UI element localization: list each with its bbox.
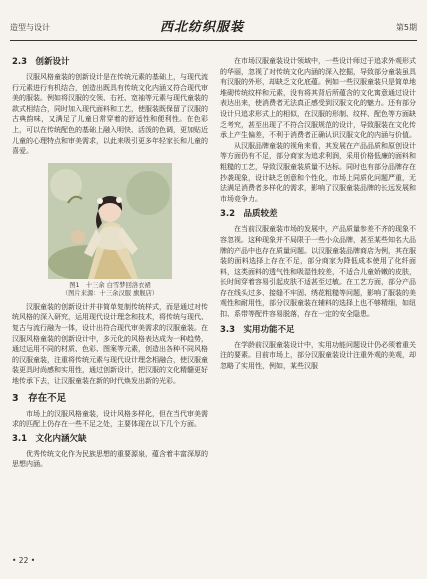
section-3-3-heading: 3.3 实用功能不足 [220,324,295,335]
paragraph: 在学龄前汉服童装设计中，实用功能问题设计仍必须着重关注的要素。目前市场上，部分汉服童装设计注重外观的美观，却忽略了实用性，例如，某些汉服 [220,340,416,370]
header-section-label: 造型与设计 [10,23,50,32]
left-column [12,56,208,470]
figure-caption: 图1 十三余 白雪梦回洛衣裙 [69,281,151,289]
issue-number: 第5期 [395,23,417,32]
paragraph: 优秀传统文化作为民族思想的重要源泉，蕴含着丰富深厚的思想内涵。 [12,449,208,469]
paragraph: 在当前汉服童装市场的发展中，产品质量参差不齐的现象不容忽视。这种现象并不局限于一些小众品牌，甚至某些知名大品牌的产品中也存在质量问题。以汉服童装品牌商店为例，其在服装的面料选择上存在不足，部分商家为降低成本使用了化纤面料，这类面料的透气性和吸湿性较差，不适合儿童娇嫩的皮肤，长时间穿着容易引起皮肤不适甚至过敏。在工艺方面，部分产品存在线头过多、接缝不牢固、绣花粗糙等问题，影响了服装的美观性和耐用性，部分汉服童装在辅料的选择上也不够精细，如纽扣、系带等配件容易脱落，存在一定的安全隐患。 [220,225,416,319]
page-header [10,14,417,41]
paragraph: 在市场汉服童装设计领域中，一些设计师过于追求外观形式的华丽，忽视了对传统文化内涵的深入挖掘，导致部分童装虽具有汉服的外形，却缺乏文化底蕴。例如一些汉服童装只是简单地堆砌传统纹样和元素，没有将其背后所蕴含的文化寓意通过设计表达出来，使消费者无法真正感受到汉服文化的魅力。还有部分设计只追求形式上的相似，在汉服的形制、纹样、配色等方面缺乏考究，甚至出现了不符合汉服规范的设计，导致服装在文化传承上产生偏差，不利于消费者正确认识汉服文化的内涵与价值。 [220,57,416,140]
journal-title: 西北纺织服装 [160,20,245,35]
girl-in-hanfu-illustration [48,163,172,279]
paragraph: 汉服童装的创新设计并非简单复制传统样式，而是通过对传统风格的深入研究，运用现代设计理念和技术，将传统与现代、复古与流行融为一体，设计出符合现代审美需求的汉服童装。在汉服风格童装的创新设计中，多元化的风格表达成为一种趋势，通过运用不同的材质、色彩、图案等元素，创造出各种不同风格的汉服童装，注重将传统元素与现代设计理念相融合，使汉服童装更具时尚感和实用性，通过创新设计，把汉服的文化精髓更好地传承下去，让汉服童装在新的时代焕发出新的光彩。 [12,302,208,385]
paragraph: 从汉服品牌童装的视角来看，其发展在产品品质和原创设计等方面仍有不足，部分商家为追求利润，采用价格低廉的面料和粗糙的工艺，导致汉服童装质量不达标。同时也有部分品牌存在抄袭现象，设计缺乏创意和个性化，市场上同质化问题严重，无法满足消费者多样化的需求，影响了汉服童装品牌的长远发展和市场竞争力。 [220,141,416,203]
section-3-2-heading: 3.2 品质较差 [220,209,278,220]
section-3-1-heading: 3.1 文化内涵欠缺 [12,433,87,444]
paragraph: 汉服风格童装的创新设计是在传统元素的基础上，与现代流行元素进行有机结合，创造出既具有传统文化内涵又符合现代审美的服装。例如将汉服的交领、右衽、宽袖等元素与现代童装的款式相结合，同时加入现代面料和工艺，使服装既保留了汉服的古典韵味，又满足了儿童日常穿着的舒适性和便利性。在色彩上，可以在传统配色的基础上融入明快、活泼的色调，更加贴近儿童的心理特点和审美需求，以此来吸引更多年轻家长和儿童的喜爱。 [12,73,208,156]
section-3-heading: 3 存在不足 [12,392,67,404]
section-2-3-heading: 2.3 创新设计 [12,57,70,67]
figure-source: （图片来源：十三余汉服 旗舰店） [61,289,159,297]
right-column [220,56,416,371]
page-number: • 22 • [12,556,36,565]
paragraph: 市场上的汉服风格童装，设计风格多样化，但在当代审美需求的匹配上仍存在一些不足之处，主要体现在以下几个方面。 [12,409,208,429]
figure-photo [48,163,172,279]
